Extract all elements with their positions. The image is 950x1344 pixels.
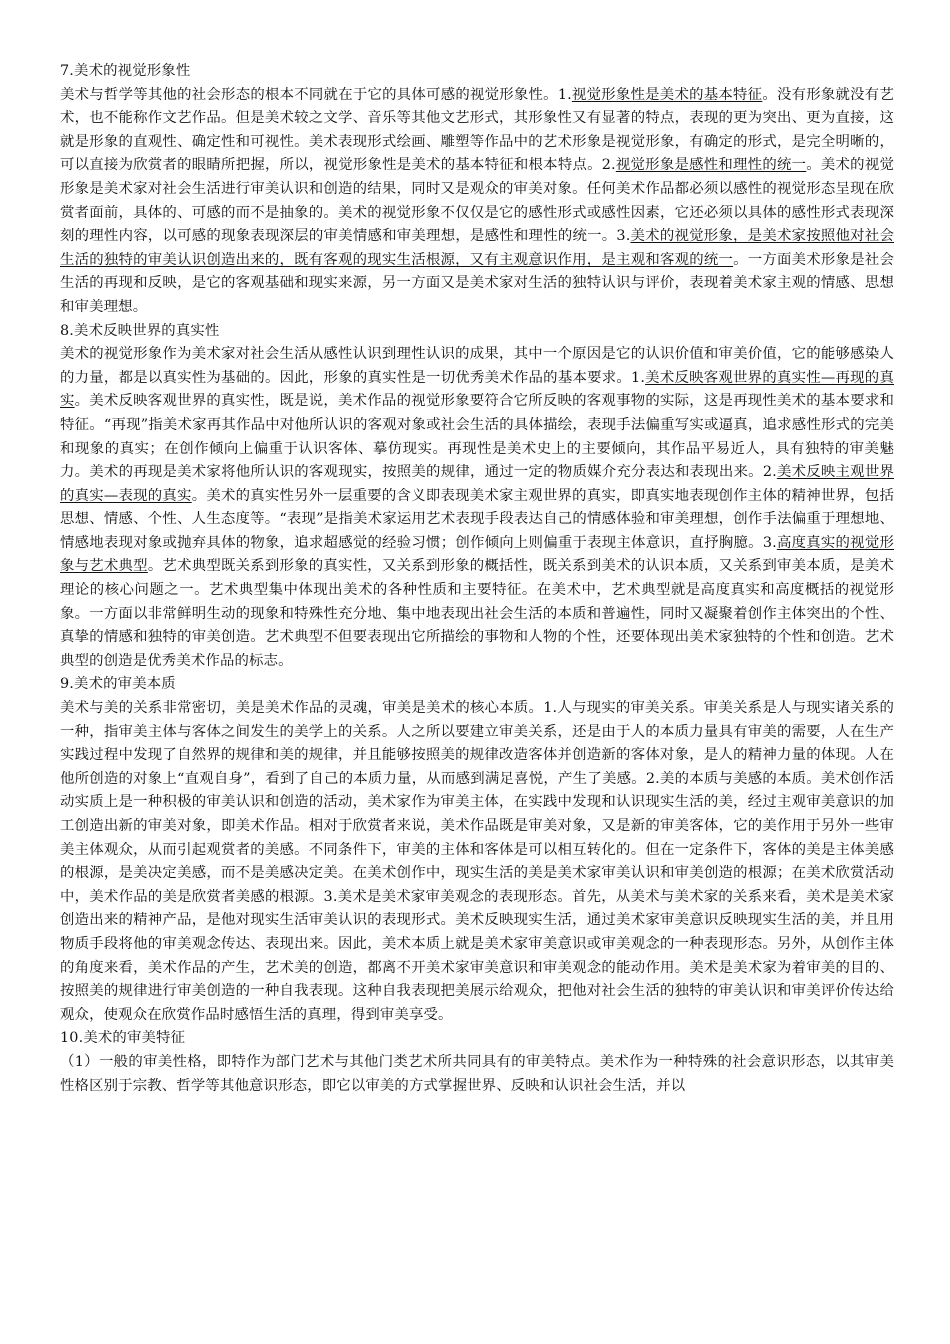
underlined-key-point: 美术反映客观世界的真实性—再现的真实	[60, 369, 894, 410]
underlined-key-point: 高度真实的视觉形象与艺术典型	[60, 534, 894, 575]
body-text: 。艺术典型既关系到形象的真实性，又关系到形象的概括性，既关系到美术的认识本质，又关系到审美本质，是美术理论的核心问题之一。艺术典型集中体现出美术的各种性质和主要特征。在美术中，艺术典型就是高度真实和高度概括的视觉形象。一方面以非常鲜明生动的现象和特殊性充分地、集中地表现出社会生活的本质和普遍性，同时又凝聚着创作主体突出的个性、真挚的情感和独特的审美创造。艺术典型不但要表现出它所描绘的事物和人物的个性，还要体现出美术家独特的个性和创造。艺术典型的创造是优秀美术作品的标志。	[60, 558, 895, 669]
section-heading-7: 7.美术的视觉形象性	[60, 63, 191, 79]
underlined-key-point: 视觉形象性是美术的基本特征	[571, 86, 763, 103]
body-text: 。美术的真实性另外一层重要的含义即表现美术家主观世界的真实，即真实地表现创作主体的精神世界，包括思想、情感、个性、人生态度等。“表现”是指美术家运用艺术表现手段表达自己的情感体验和审美理想，创作手法偏重于理想地、情感地表现对象或抛弃具体的物象，追求超感觉的经验习惯；创作倾向上则偏重于表现主体意识，直抒胸臆。3.	[60, 487, 894, 551]
body-text: 。一方面美术形象是社会生活的再现和反映，是它的客观基础和现实来源，另一方面又是美术家对生活的独特认识与评价，表现着美术家主观的情感、思想和审美理想。	[60, 251, 894, 315]
body-text: 美术的视觉形象作为美术家对社会生活从感性认识到理性认识的成果，其中一个原因是它的认识价值和审美价值，它的能够感染人的力量，都是以真实性为基础的。因此，形象的真实性是一切优秀美术作品的基本要求。1.	[60, 346, 894, 386]
section-body-8	[60, 343, 894, 673]
section-body-10	[60, 1051, 894, 1098]
section-heading-8: 8.美术反映世界的真实性	[60, 322, 220, 339]
section-heading-10: 10.美术的审美特征	[60, 1030, 186, 1047]
body-text: 美术与哲学等其他的社会形态的根本不同就在于它的具体可感的视觉形象性。1.	[60, 86, 572, 103]
body-text: 。美术反映客观世界的真实性，既是说，美术作品的视觉形象要符合它所反映的客观事物的实际，这是再现性美术的基本要求和特征。“再现”指美术家再其作品中对他所认识的客观对象或社会生活的具体描绘，表现手法偏重写实或逼真，追求感性形式的完美和现象的真实；在创作倾向上偏重于认识客体、摹仿现实。再现性是美术史上的主要倾向，其作品平易近人，具有独特的审美魅力。美术的再现是美术家将他所认识的客观现实，按照美的规律，通过一定的物质媒介充分表达和表现出来。2.	[60, 393, 894, 481]
section-body-9	[60, 697, 894, 1027]
body-text: 。没有形象就没有艺术，也不能称作文艺作品。但是美术较之文学、音乐等其他文艺形式，其形象性又有显著的特点，表现的更为突出、更为直接，这就是形象的直观性、确定性和可视性。美术表现形式绘画、雕塑等作品中的艺术形象是视觉形象，有确定的形式，是完全明晰的，可以直接为欣赏者的眼睛所把握，所以，视觉形象性是美术的基本特征和根本特点。2.	[60, 86, 894, 174]
body-text: 美术与美的关系非常密切，美是美术作品的灵魂，审美是美术的核心本质。1.人与现实的审美关系。审美关系是人与现实诸关系的一种，指审美主体与客体之间发生的美学上的关系。人之所以要建立审美关系，还是由于人的本质力量具有审美的需要，人在生产实践过程中发现了自然界的规律和美的规律，并且能够按照美的规律改造客体并创造新的客体对象，是人的精神力量的体现。人在他所创造的对象上“直观自身”，看到了自己的本质力量，从而感到满足喜悦，产生了美感。2.美的本质与美感的本质。美术创作活动实质上是一种积极的审美认识和创造的活动，美术家作为审美主体，在实践中发现和认识现实生活的美，经过主观审美意识的加工创造出新的审美对象，即美术作品。相对于欣赏者来说，美术作品既是审美对象，又是新的审美客体，它的美作用于另外一些审美主体观众，从而引起观赏者的美感。不同条件下，审美的主体和客体是可以相互转化的。但在一定条件下，客体的美是主体美感的根源，是美决定美感，而不是美感决定美。在美术创作中，现实生活的美是美术家审美认识和审美创造的根源；在美术欣赏活动中，美术作品的美是欣赏者美感的根源。3.美术是美术家审美观念的表现形态。首先，从美术与美术家的关系来看，美术是美术家创造出来的精神产品，是他对现实生活审美认识的表现形式。美术反映现实生活，通过美术家审美意识反映现实生活的美，并且用物质手段将他的审美观念传达、表现出来。因此，美术本质上就是美术家审美意识或审美观念的一种表现形态。另外，从创作主体的角度来看，美术作品的产生，艺术美的创造，都离不开美术家审美意识和审美观念的能动作用。美术是美术家为着审美的目的、按照美的规律进行审美创造的一种自我表现。这种自我表现把美展示给观众，把他对社会生活的独特的审美认识和审美评价传达给观众，使观众在欣赏作品时感悟生活的真理，得到审美享受。	[60, 700, 894, 1023]
section-body-7	[60, 84, 894, 320]
underlined-key-point: 美术的视觉形象，是美术家按照他对社会生活的独特的审美认识创造出来的，既有客观的现实生活根源，又有主观意识作用，是主观和客观的统一	[60, 228, 894, 268]
underlined-key-point: 视觉形象是感性和理性的统一	[615, 157, 807, 174]
body-text: 。美术的视觉形象是美术家对社会生活进行审美认识和创造的结果，同时又是观众的审美对象。任何美术作品都必须以感性的视觉形态呈现在欣赏者面前，具体的、可感的而不是抽象的。美术的视觉形象不仅仅是它的感性形式或感性因素，它还必须以具体的感性形式表现深刻的理性内容，以可感的现象表现深层的审美情感和审美理想，是感性和理性的统一。3.	[60, 157, 895, 245]
section-heading-9: 9.美术的审美本质	[60, 676, 176, 693]
underlined-key-point: 美术反映主观世界的真实—表现的真实	[60, 464, 894, 504]
body-text: （1）一般的审美性格，即特作为部门艺术与其他门类艺术所共同具有的审美特点。美术作为一种特殊的社会意识形态，以其审美性格区别于宗教、哲学等其他意识形态，即它以审美的方式掌握世界、反映和认识社会生活，并以	[60, 1053, 894, 1094]
